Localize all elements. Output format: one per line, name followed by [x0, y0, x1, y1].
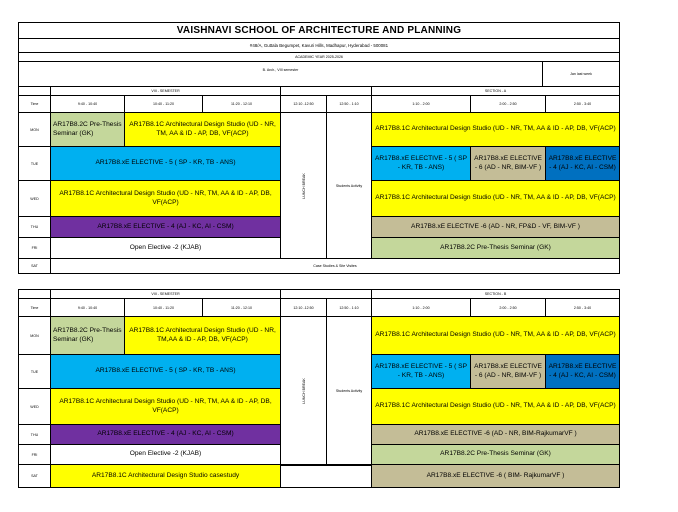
section-a-time-slot: 1:10 - 2:00 [371, 95, 471, 113]
schedule-cell-studio: AR17B8.1C Architectural Design Studio (UD - NR, TM, AA & ID - AP, DB, VF(ACP) [371, 180, 620, 217]
lunch-break-label: LUNCH BREAK [301, 172, 306, 199]
schedule-cell-elective-5: AR17B8.xE ELECTIVE - 5 ( SP - KR, TB - ANS) [50, 354, 281, 389]
schedule-cell-elective-5: AR17B8.xE ELECTIVE - 5 ( SP - KR, TB - ANS) [371, 354, 471, 389]
section-a-time-slot: 10:40 - 11:20 [124, 95, 203, 113]
schedule-cell-elective-6: AR17B8.xE ELECTIVE -6 ( BIM- RajkumarVF ) [371, 464, 620, 488]
day-label: MON [18, 316, 51, 355]
day-label: MON [18, 112, 51, 147]
lunch-break-column [280, 316, 327, 466]
section-b-time-slot: 10:40 - 11:20 [124, 298, 203, 317]
section-b-time-slot: 12:50 - 1:10 [326, 298, 372, 317]
schedule-cell-studio: AR17B8.1C Architectural Design Studio (UD - NR, TM, AA & ID - AP, DB, VF(ACP) [124, 112, 281, 147]
school-address: #48/A, Guttala Begumpet, Kavuri Hills, Madhapur, Hyderabad - 500081 [18, 38, 620, 53]
academic-year: ACADEMIC YEAR 2025-2026 [18, 52, 620, 62]
lunch-break-column [280, 112, 327, 259]
section-b-semester-label: VIII - SEMESTER [50, 289, 281, 299]
schedule-cell-open-elective: Open Elective -2 (KJAB) [50, 444, 281, 465]
schedule-cell-elective-4: AR17B8.xE ELECTIVE - 4 (AJ - KC, AI - CSM) [50, 424, 281, 445]
section-a-section-label: SECTION - A [371, 86, 620, 96]
day-label: FRI [18, 444, 51, 465]
schedule-cell-elective-4: AR17B8.xE ELECTIVE - 4 (AJ - KC, AI - CSM) [545, 146, 620, 181]
program-label: B. Arch., VIII semester [18, 61, 543, 87]
saturday-empty [280, 464, 372, 488]
section-b-time-slot: 2:00 - 2:50 [470, 298, 546, 317]
day-label: FRI [18, 237, 51, 259]
schedule-cell-studio: AR17B8.1C Architectural Design Studio casestudy [50, 464, 281, 488]
schedule-cell-elective-6: AR17B8.xE ELECTIVE -6 (AD - NR, FP&D - VF, BIM-VF ) [371, 216, 620, 238]
section-b-time-slot: 1:10 - 2:00 [371, 298, 471, 317]
schedule-cell-open-elective: Open Elective -2 (KJAB) [50, 237, 281, 259]
schedule-cell-elective-6: AR17B8.xE ELECTIVE - 6 (AD - NR, BIM-VF ) [470, 146, 546, 181]
day-label: THU [18, 216, 51, 238]
section-b-time-header: Time [18, 298, 51, 317]
schedule-cell-elective-4: AR17B8.xE ELECTIVE - 4 (AJ - KC, AI - CSM) [50, 216, 281, 238]
day-label: SAT [18, 464, 51, 488]
section-a-semester-label: VIII - SEMESTER [50, 86, 281, 96]
students-activity-column: Students Activity [326, 112, 372, 259]
section-a-time-slot: 2:00 - 2:50 [470, 95, 546, 113]
day-label: SAT [18, 258, 51, 274]
schedule-cell-seminar: AR17B8.2C Pre-Thesis Seminar (GK) [50, 316, 125, 355]
schedule-cell-elective-6: AR17B8.xE ELECTIVE -6 (AD - NR, BIM-RajkumarVF ) [371, 424, 620, 445]
schedule-cell-seminar: AR17B8.2C Pre-Thesis Seminar (GK) [371, 237, 620, 259]
schedule-cell-elective-6: AR17B8.xE ELECTIVE - 6 (AD - NR, BIM-VF ) [470, 354, 546, 389]
day-label: WED [18, 388, 51, 425]
section-a-time-slot: 12:10 -12:50 [280, 95, 327, 113]
students-activity-column: Students Activity [326, 316, 372, 466]
schedule-cell-studio: AR17B8.1C Architectural Design Studio (UD - NR, TM, AA & ID - AP, DB, VF(ACP) [50, 180, 281, 217]
schedule-cell-studio: AR17B8.1C Architectural Design Studio (UD - NR, TM, AA & ID - AP, DB, VF(ACP) [371, 112, 620, 147]
saturday-note: Case Studies & Site Visites [50, 258, 620, 274]
section-a-time-slot: 9:40 - 10:40 [50, 95, 125, 113]
schedule-cell-seminar: AR17B8.2C Pre-Thesis Seminar (GK) [371, 444, 620, 465]
lunch-break-label: LUNCH BREAK [301, 378, 306, 404]
day-label: THU [18, 424, 51, 445]
day-label: TUE [18, 146, 51, 181]
section-a-time-slot: 11:20 - 12:10 [202, 95, 281, 113]
schedule-cell-elective-5: AR17B8.xE ELECTIVE - 5 ( SP - KR, TB - ANS) [50, 146, 281, 181]
schedule-cell-studio: AR17B8.1C Architectural Design Studio (UD - NR, TM, AA & ID - AP, DB, VF(ACP) [50, 388, 281, 425]
schedule-cell-studio: AR17B8.1C Architectural Design Studio (UD - NR, TM, AA & ID - AP, DB, VF(ACP) [371, 316, 620, 355]
section-b-time-slot: 12:10 -12:50 [280, 298, 327, 317]
section-a-time-slot: 2:50 - 3:40 [545, 95, 620, 113]
schedule-cell-studio: AR17B8.1C Architectural Design Studio (UD - NR, TM,AA & ID - AP, DB, VF(ACP) [124, 316, 281, 355]
section-a-time-slot: 12:50 - 1:10 [326, 95, 372, 113]
week-label: Jan last week [542, 61, 620, 87]
section-a-time-header: Time [18, 95, 51, 113]
schedule-cell-elective-5: AR17B8.xE ELECTIVE - 5 ( SP - KR, TB - ANS) [371, 146, 471, 181]
section-b-time-slot: 11:20 - 12:10 [202, 298, 281, 317]
schedule-cell-seminar: AR17B8.2C Pre-Thesis Seminar (GK) [50, 112, 125, 147]
section-b-section-label: SECTION - B [371, 289, 620, 299]
school-name: VAISHNAVI SCHOOL OF ARCHITECTURE AND PLANNING [18, 22, 620, 39]
day-label: WED [18, 180, 51, 217]
day-label: TUE [18, 354, 51, 389]
schedule-cell-studio: AR17B8.1C Architectural Design Studio (UD - NR, TM, AA & ID - AP, DB, VF(ACP) [371, 388, 620, 425]
schedule-cell-elective-4: AR17B8.xE ELECTIVE - 4 (AJ - KC, AI - CSM) [545, 354, 620, 389]
section-b-time-slot: 2:50 - 3:40 [545, 298, 620, 317]
section-b-time-slot: 9:40 - 10:40 [50, 298, 125, 317]
